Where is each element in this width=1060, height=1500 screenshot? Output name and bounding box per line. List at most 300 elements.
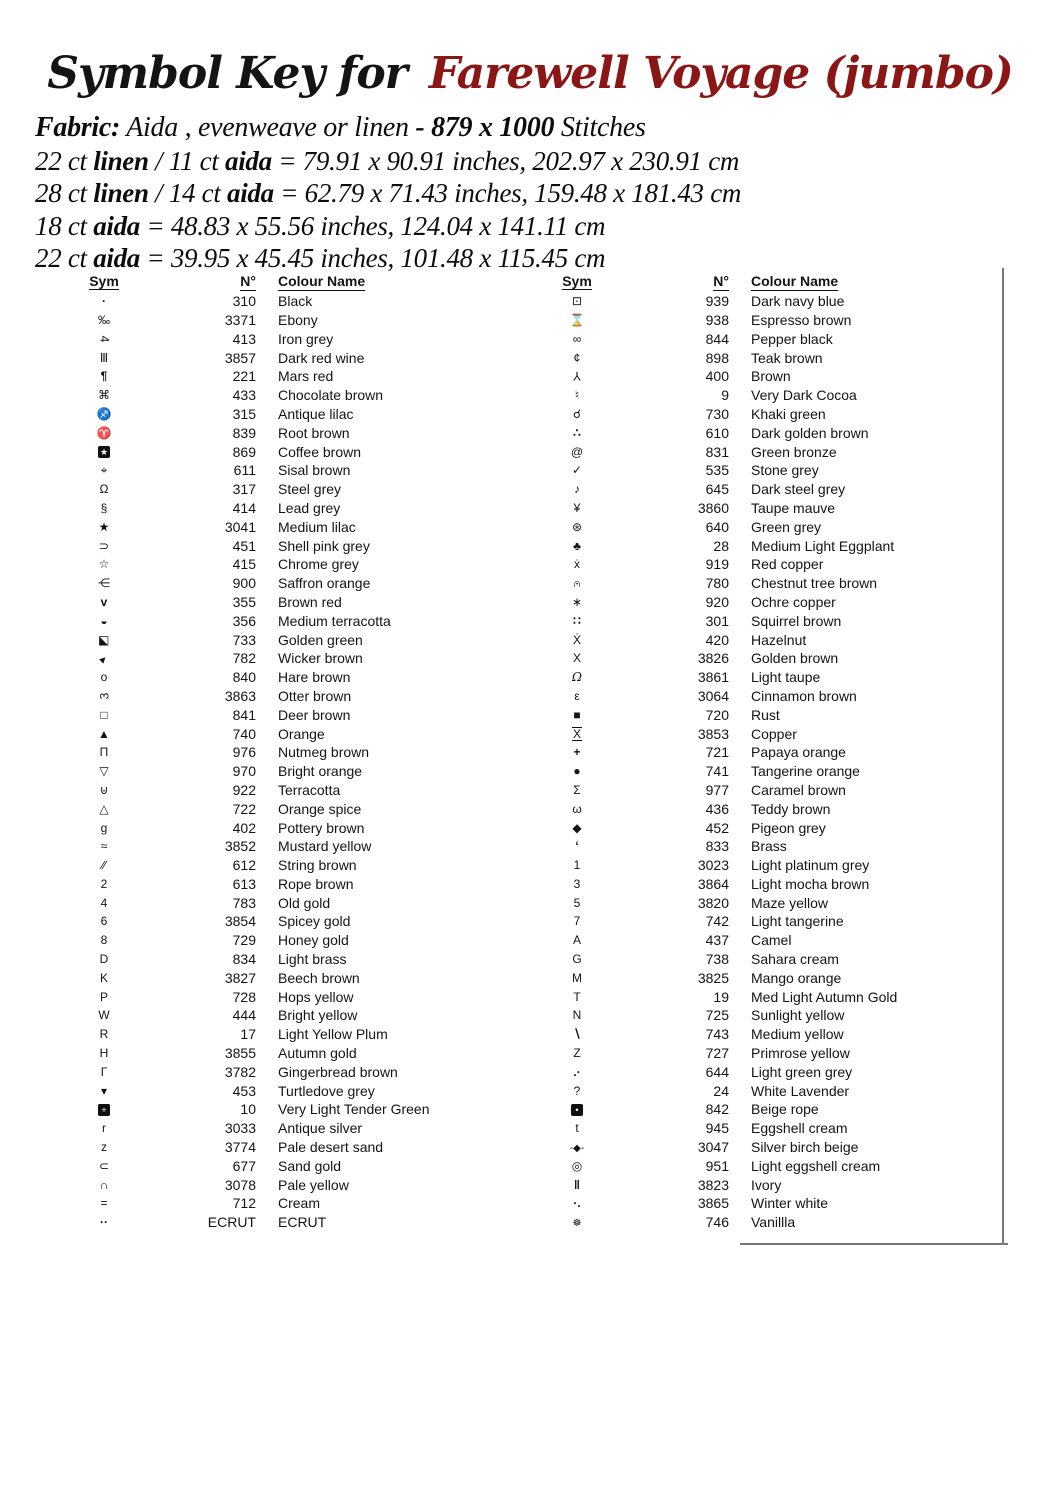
floss-number: 939: [705, 293, 729, 310]
stitch-symbol-icon: ẋ: [574, 557, 580, 572]
symbol-cell: [533, 1197, 621, 1209]
floss-number: 420: [705, 631, 729, 648]
symbol-cell: [533, 1216, 621, 1229]
symbol-cell: [533, 991, 621, 1003]
stitch-symbol-icon: ·: [102, 294, 106, 309]
table-row: [60, 480, 512, 499]
floss-number: 10: [240, 1101, 256, 1118]
stitch-symbol-icon: r: [102, 1121, 106, 1136]
symbol-cell: [60, 1160, 148, 1172]
table-row: [60, 329, 512, 348]
colour-name: Ivory: [751, 1176, 782, 1193]
floss-number: 976: [232, 744, 256, 761]
stitch-symbol-icon: ◪: [98, 632, 110, 647]
symbol-cell: [533, 1141, 621, 1154]
stitch-symbol-icon: ▽: [99, 764, 109, 779]
stitch-symbol-icon: ·.: [573, 1196, 581, 1211]
floss-number: 611: [233, 462, 256, 479]
colour-name: Chestnut tree brown: [751, 575, 878, 592]
floss-number: 729: [232, 932, 256, 949]
colour-name: Mustard yellow: [278, 838, 372, 855]
fabric-line: [35, 112, 741, 145]
colour-name: Pigeon grey: [751, 819, 826, 836]
table-row: [60, 799, 512, 818]
colour-name: Hops yellow: [278, 988, 354, 1005]
floss-number: 677: [232, 1157, 256, 1174]
colour-name: Brown red: [278, 593, 342, 610]
stitch-symbol-icon: 6: [100, 914, 108, 929]
header-number: N°: [713, 273, 729, 290]
table-row: [533, 1213, 1003, 1232]
stitch-symbol-icon: ◆: [572, 820, 582, 835]
colour-name: Light eggshell cream: [751, 1157, 881, 1174]
floss-number: 436: [705, 800, 729, 817]
table-row: [533, 517, 1003, 536]
stitch-symbol-icon: ∕∕: [101, 858, 106, 873]
stitch-symbol-icon: ∩: [99, 1177, 109, 1192]
colour-name: Root brown: [278, 424, 350, 441]
colour-name: Taupe mauve: [751, 499, 836, 516]
colour-name: Light green grey: [751, 1063, 853, 1080]
fabric-bold-text: linen: [93, 145, 149, 176]
table-row: [60, 311, 512, 330]
stitch-symbol-icon: ¶: [100, 369, 108, 384]
table-row: [60, 705, 512, 724]
colour-name: Otter brown: [278, 687, 352, 704]
floss-number: 9: [721, 387, 729, 404]
fabric-bold-text: aida: [93, 210, 140, 241]
floss-number: 644: [705, 1063, 729, 1080]
colour-name: Pottery brown: [278, 819, 365, 836]
table-row: [60, 893, 512, 912]
floss-number: 17: [240, 1026, 256, 1043]
stitch-symbol-icon: t: [575, 1121, 579, 1136]
table-row: [60, 292, 512, 311]
symbol-cell: [60, 765, 148, 777]
bottom-border-line: [740, 1243, 1008, 1245]
header-colour-name: Colour Name: [751, 273, 839, 290]
table-row: [533, 499, 1003, 518]
floss-number: 733: [232, 631, 256, 648]
stitch-symbol-icon: ··: [100, 1215, 108, 1230]
colour-name: Spicey gold: [278, 913, 351, 930]
table-row: [533, 950, 1003, 969]
symbol-cell: [60, 558, 148, 570]
floss-number: 640: [705, 518, 729, 535]
stitch-symbol-icon: K: [99, 970, 108, 985]
table-row: [533, 311, 1003, 330]
symbol-cell: [60, 822, 148, 834]
floss-number: 28: [713, 537, 729, 554]
colour-name: Pale desert sand: [278, 1139, 384, 1156]
table-row: [533, 348, 1003, 367]
stitch-symbol-icon: X: [572, 651, 581, 666]
stitch-symbol-icon: ★: [99, 446, 109, 457]
stitch-symbol-icon: ∖: [573, 1027, 581, 1042]
colour-name: Sisal brown: [278, 462, 351, 479]
floss-number: 725: [705, 1007, 729, 1024]
stitch-symbol-icon: X: [572, 726, 581, 741]
floss-number: 356: [232, 612, 256, 629]
fabric-line: [35, 177, 741, 210]
colour-name: Dark steel grey: [751, 481, 846, 498]
floss-number: 3371: [224, 311, 256, 328]
table-row: [533, 893, 1003, 912]
floss-number: 720: [705, 706, 729, 723]
symbol-cell: [533, 464, 621, 476]
table-row: [60, 442, 512, 461]
floss-number: 413: [232, 330, 256, 347]
stitch-symbol-icon: A: [572, 933, 581, 948]
colour-name: Pale yellow: [278, 1176, 349, 1193]
stitch-symbol-icon: D: [99, 952, 109, 967]
floss-number: 833: [705, 838, 729, 855]
table-row: [533, 743, 1003, 762]
symbol-cell: [60, 333, 148, 345]
fabric-line: [35, 242, 741, 275]
table-row: [533, 1044, 1003, 1063]
table-row: [60, 912, 512, 931]
fabric-bold-text: aida: [227, 178, 274, 208]
table-row: [533, 1081, 1003, 1100]
floss-number: 3863: [224, 687, 256, 704]
symbol-cell: [60, 728, 148, 740]
fabric-text: / 11 ct: [148, 145, 226, 176]
floss-number: 3854: [224, 913, 256, 930]
symbol-cell: [60, 1216, 148, 1228]
colour-name: Antique silver: [278, 1120, 363, 1137]
floss-number: 919: [705, 556, 729, 573]
colour-name: Lead grey: [278, 499, 341, 516]
symbol-cell: [533, 803, 621, 815]
stitch-symbol-icon: ♣: [573, 538, 581, 553]
symbol-cell: [60, 314, 148, 326]
symbol-cell: [533, 1103, 621, 1117]
colour-name: Rust: [751, 706, 780, 723]
symbol-cell: [60, 1028, 148, 1040]
symbol-cell: [60, 709, 148, 721]
floss-number: 3825: [697, 969, 729, 986]
floss-number: 24: [713, 1082, 729, 1099]
stitch-symbol-icon: o: [100, 670, 108, 685]
stitch-symbol-icon: Γ: [100, 1064, 108, 1079]
fabric-bold-text: aida: [225, 145, 272, 176]
stitch-symbol-icon: 4: [100, 895, 108, 910]
symbol-cell: [60, 671, 148, 683]
symbol-cell: [533, 746, 621, 758]
fabric-text: 18 ct: [35, 210, 94, 241]
colour-name: Ochre copper: [751, 593, 836, 610]
floss-number: 3852: [224, 838, 256, 855]
stitch-symbol-icon: ★: [98, 519, 110, 534]
floss-number: 842: [705, 1101, 729, 1118]
table-row: [60, 386, 512, 405]
colour-name: String brown: [278, 857, 357, 874]
symbol-cell: [533, 558, 621, 570]
floss-number: 3774: [224, 1139, 256, 1156]
symbol-cell: [533, 1179, 621, 1191]
table-row: [533, 405, 1003, 424]
symbol-cell: [533, 1047, 621, 1059]
table-row: [60, 668, 512, 687]
floss-number: 922: [232, 781, 256, 798]
colour-name: Terracotta: [278, 781, 341, 798]
colour-name: Light taupe: [751, 669, 821, 686]
table-row: [60, 837, 512, 856]
table-row: [533, 555, 1003, 574]
fabric-text: Aida , evenweave or linen: [120, 112, 416, 143]
stitch-symbol-icon: M: [572, 970, 582, 985]
colour-name: Maze yellow: [751, 894, 829, 911]
symbol-cell: [60, 878, 148, 890]
fabric-bold-text: Fabric:: [35, 112, 121, 143]
symbol-cell: [533, 727, 621, 741]
floss-number: 310: [232, 293, 256, 310]
colour-name: Chocolate brown: [278, 387, 384, 404]
symbol-cell: [60, 897, 148, 909]
symbol-cell: [60, 352, 148, 364]
table-row: [533, 536, 1003, 555]
symbol-cell: [533, 840, 621, 852]
floss-number: 743: [705, 1026, 729, 1043]
table-row: [60, 423, 512, 442]
floss-number: 3023: [697, 857, 729, 874]
stitch-symbol-icon: ¥: [573, 500, 581, 515]
floss-number: 898: [705, 349, 729, 366]
stitch-symbol-icon: +: [98, 1104, 110, 1116]
floss-number: 730: [705, 405, 729, 422]
floss-number: 3855: [224, 1045, 256, 1062]
colour-name: Silver birch beige: [751, 1139, 859, 1156]
floss-number: 3853: [697, 725, 729, 742]
page-title-pattern-name: Farewell Voyage (jumbo): [428, 48, 1013, 99]
colour-name: Black: [278, 293, 313, 310]
table-row: [60, 630, 512, 649]
symbol-cell: [533, 352, 621, 364]
floss-number: 221: [232, 368, 256, 385]
colour-name: Shell pink grey: [278, 537, 370, 554]
table-row: [60, 405, 512, 424]
page-title-prefix: Symbol Key for: [47, 48, 407, 99]
colour-name: Golden brown: [751, 650, 839, 667]
stitch-symbol-icon: ◎: [571, 1158, 583, 1173]
symbol-cell: [60, 427, 148, 439]
stitch-symbol-icon: Ω: [99, 482, 109, 497]
symbol-cell: [60, 1122, 148, 1134]
table-row: [533, 1100, 1003, 1119]
colour-name: Medium lilac: [278, 518, 356, 535]
table-row: [533, 1062, 1003, 1081]
floss-number: 645: [705, 481, 729, 498]
colour-name: Sunlight yellow: [751, 1007, 845, 1024]
colour-name: Turtledove grey: [278, 1082, 375, 1099]
floss-number: 741: [705, 763, 729, 780]
table-row: [533, 875, 1003, 894]
symbol-cell: [60, 859, 148, 871]
floss-number: 444: [232, 1007, 256, 1024]
key-column-left: [60, 273, 512, 1232]
stitch-symbol-icon: ■: [573, 707, 581, 722]
symbol-cell: [60, 370, 148, 382]
symbol-cell: [533, 596, 621, 608]
colour-name: Winter white: [751, 1195, 829, 1212]
colour-name: Light mocha brown: [751, 875, 870, 892]
table-row: [533, 912, 1003, 931]
header-sym: Sym: [89, 273, 119, 290]
table-row: [533, 1025, 1003, 1044]
symbol-cell: [60, 652, 148, 665]
symbol-cell: [533, 765, 621, 777]
stitch-symbol-icon: Σ: [573, 782, 581, 797]
stitch-symbol-icon: ▲: [98, 726, 110, 741]
table-row: [533, 931, 1003, 950]
symbol-cell: [533, 577, 621, 589]
floss-number: 722: [232, 800, 256, 817]
symbol-cell: [533, 1160, 621, 1172]
colour-name: Light brass: [278, 951, 347, 968]
symbol-cell: [533, 690, 621, 702]
floss-number: 840: [232, 669, 256, 686]
stitch-symbol-icon: ‰: [98, 312, 110, 327]
floss-number: 355: [232, 593, 256, 610]
colour-name: Brown: [751, 368, 791, 385]
floss-number: 3820: [697, 894, 729, 911]
floss-number: 610: [705, 424, 729, 441]
colour-name: Autumn gold: [278, 1045, 357, 1062]
table-row: [60, 536, 512, 555]
stitch-symbol-icon: z: [101, 1140, 107, 1155]
table-header-row: [533, 273, 1003, 292]
floss-number: 721: [705, 744, 729, 761]
floss-number: 3860: [697, 499, 729, 516]
symbol-cell: [533, 671, 621, 683]
floss-number: 414: [232, 499, 256, 516]
symbol-cell: [533, 897, 621, 909]
table-row: [60, 856, 512, 875]
symbol-cell: [60, 953, 148, 965]
colour-name: Hare brown: [278, 669, 351, 686]
floss-number: 977: [705, 781, 729, 798]
colour-name: Light platinum grey: [751, 857, 870, 874]
floss-number: 844: [705, 330, 729, 347]
symbol-cell: [60, 1141, 148, 1153]
symbol-cell: [60, 915, 148, 927]
stitch-symbol-icon: W: [98, 1008, 110, 1023]
table-row: [533, 593, 1003, 612]
stitch-symbol-icon: 7: [573, 914, 581, 929]
colour-name: Pepper black: [751, 330, 833, 347]
floss-number: 3864: [697, 875, 729, 892]
colour-name: Hazelnut: [751, 631, 807, 648]
colour-name: Squirrel brown: [751, 612, 842, 629]
floss-number: 834: [232, 951, 256, 968]
symbol-cell: [60, 1066, 148, 1078]
symbol-cell: [60, 746, 148, 758]
table-row: [533, 781, 1003, 800]
stitch-symbol-icon: ⊂: [98, 1158, 110, 1173]
stitch-symbol-icon: @: [570, 444, 584, 459]
symbol-cell: [60, 840, 148, 852]
table-row: [533, 987, 1003, 1006]
symbol-cell: [60, 483, 148, 495]
table-row: [533, 799, 1003, 818]
stitch-symbol-icon: ‘: [575, 839, 579, 854]
colour-name: Coffee brown: [278, 443, 362, 460]
stitch-symbol-icon: ⌘: [98, 388, 110, 403]
table-row: [533, 461, 1003, 480]
floss-number: ECRUT: [207, 1214, 256, 1231]
stitch-symbol-icon: ε: [574, 688, 580, 703]
colour-name: Orange: [278, 725, 325, 742]
table-row: [533, 423, 1003, 442]
stitch-symbol-icon: 1: [573, 858, 581, 873]
stitch-symbol-icon: ☌: [572, 406, 582, 421]
table-row: [60, 1175, 512, 1194]
floss-number: 453: [232, 1082, 256, 1099]
colour-name: Mango orange: [751, 969, 842, 986]
table-row: [60, 968, 512, 987]
colour-name: Caramel brown: [751, 781, 846, 798]
stitch-symbol-icon: ω: [572, 801, 582, 816]
table-row: [60, 611, 512, 630]
symbol-cell: [60, 389, 148, 401]
floss-number: 869: [232, 443, 256, 460]
stitch-symbol-icon: +: [573, 745, 581, 760]
floss-number: 841: [232, 706, 256, 723]
symbol-cell: [60, 615, 148, 627]
fabric-line: [35, 210, 741, 243]
fabric-line: [35, 145, 741, 178]
table-row: [60, 1119, 512, 1138]
table-row: [60, 1194, 512, 1213]
table-row: [60, 987, 512, 1006]
symbol-cell: [533, 446, 621, 458]
floss-number: 535: [705, 462, 729, 479]
symbol-cell: [533, 1066, 621, 1078]
symbol-cell: [60, 934, 148, 946]
floss-number: 738: [705, 951, 729, 968]
symbol-cell: [60, 803, 148, 815]
stitch-symbol-icon: ≈: [100, 839, 108, 854]
symbol-cell: [533, 953, 621, 965]
table-row: [60, 1081, 512, 1100]
stitch-symbol-icon: ▾: [100, 1083, 108, 1098]
symbol-cell: [533, 333, 621, 345]
symbol-cell: [60, 1103, 148, 1117]
floss-number: 780: [705, 575, 729, 592]
colour-name: Red copper: [751, 556, 824, 573]
stitch-symbol-icon: ◒: [100, 613, 108, 628]
stitch-symbol-icon: ⊛: [571, 519, 583, 534]
header-sym: Sym: [562, 273, 592, 290]
floss-number: 712: [232, 1195, 256, 1212]
stitch-symbol-icon: ●: [573, 764, 581, 779]
stitch-symbol-icon: P: [99, 989, 108, 1004]
stitch-symbol-icon: G: [572, 952, 582, 967]
colour-name: Deer brown: [278, 706, 351, 723]
table-row: [533, 1138, 1003, 1157]
colour-name: Honey gold: [278, 932, 349, 949]
colour-name: Tangerine orange: [751, 763, 860, 780]
table-row: [60, 1100, 512, 1119]
symbol-cell: [533, 502, 621, 514]
colour-name: Khaki green: [751, 405, 826, 422]
floss-number: 938: [705, 311, 729, 328]
floss-number: 19: [713, 988, 729, 1005]
floss-number: 3857: [224, 349, 256, 366]
table-row: [533, 1194, 1003, 1213]
stitch-symbol-icon: 3: [97, 692, 111, 700]
